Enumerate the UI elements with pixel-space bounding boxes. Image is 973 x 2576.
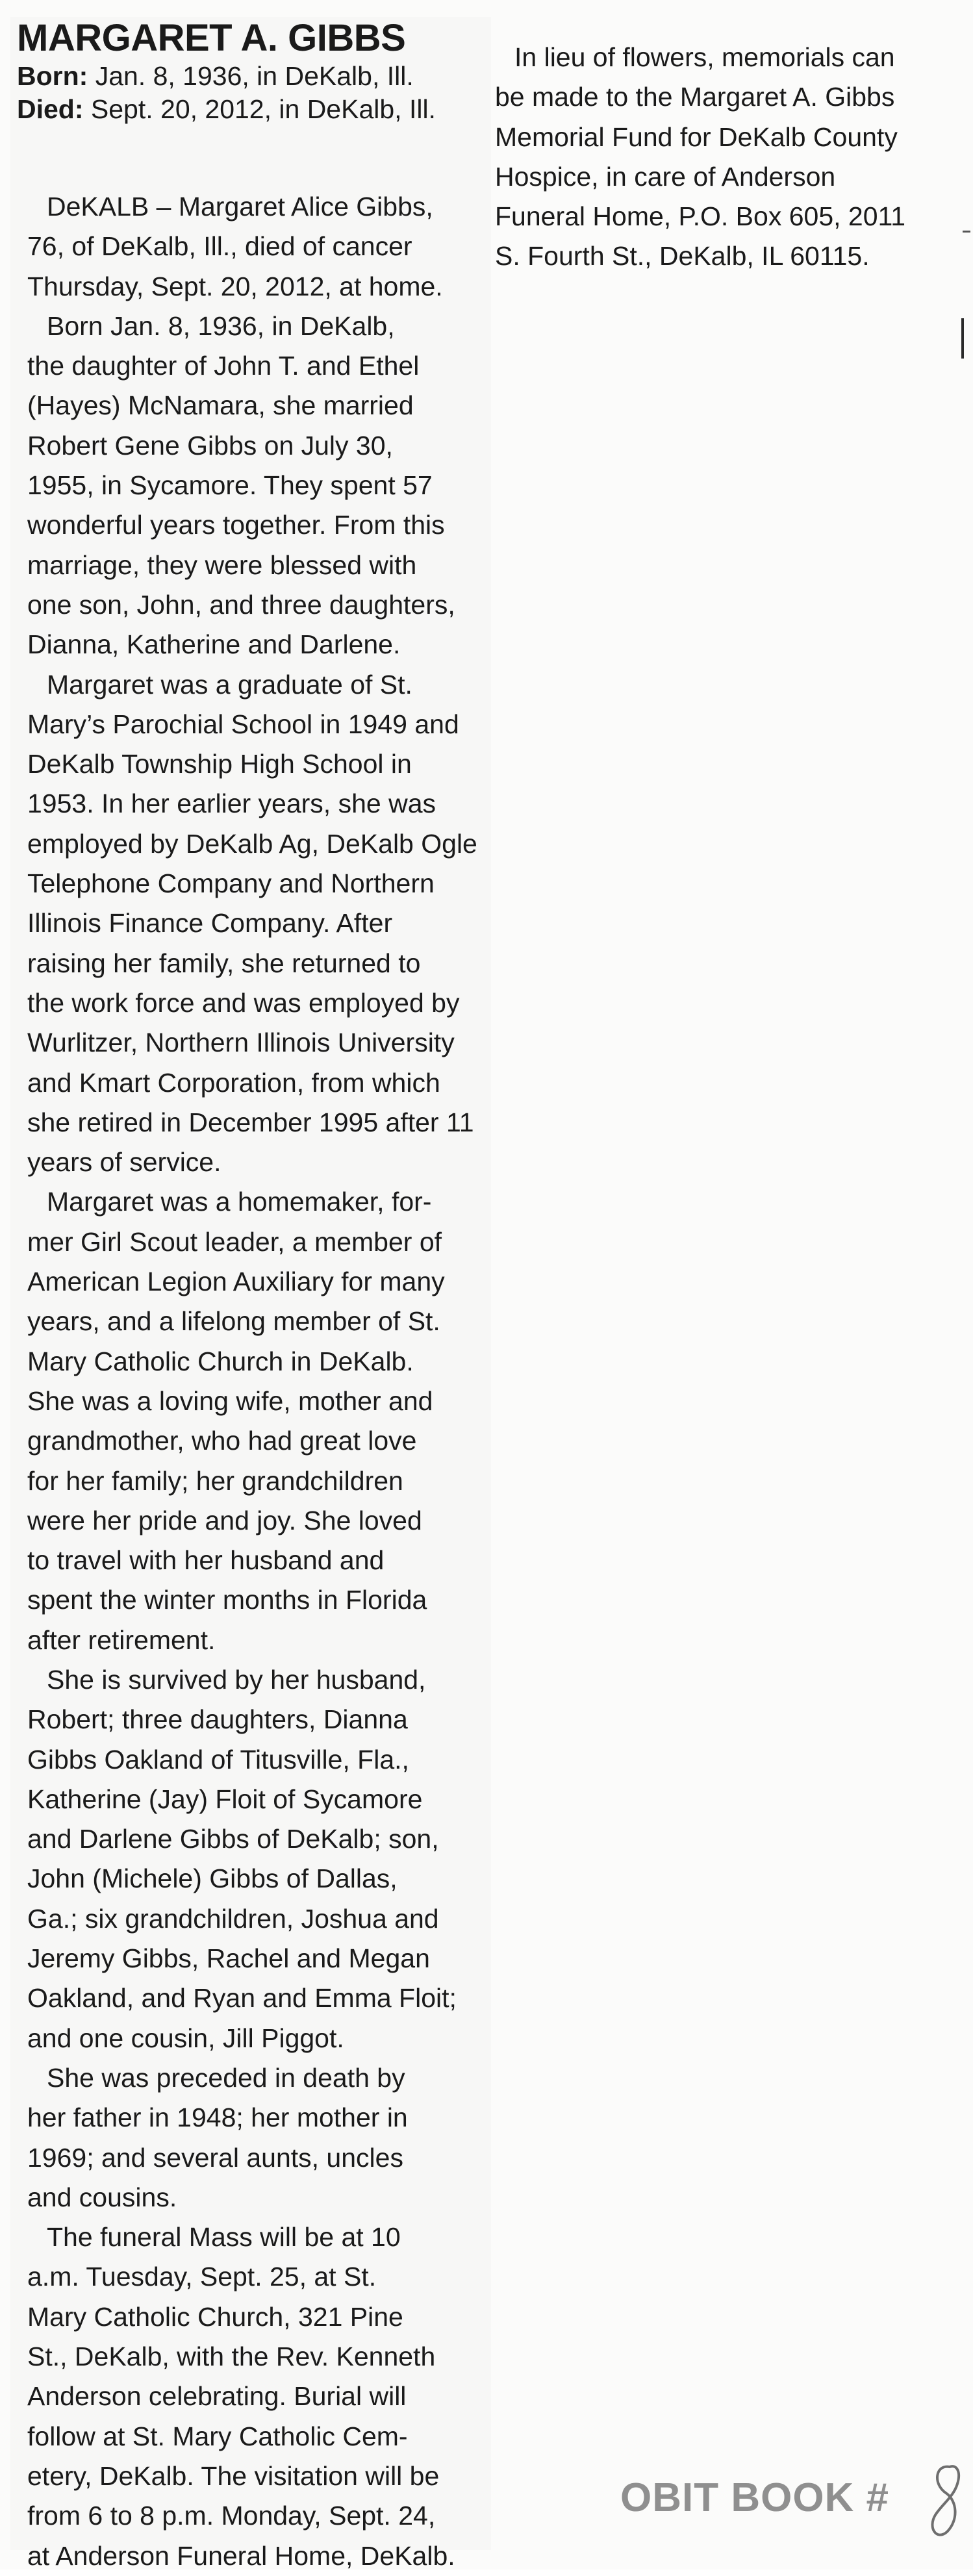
left-line: She was a loving wife, mother and: [27, 1385, 433, 1416]
left-line: (Hayes) McNamara, she married: [27, 390, 414, 421]
left-line: DeKALB – Margaret Alice Gibbs,: [47, 192, 433, 221]
left-line: Illinois Finance Company. After: [27, 908, 393, 939]
died-value: Sept. 20, 2012, in DeKalb, Ill.: [83, 94, 436, 124]
left-line: Wurlitzer, Northern Illinois University: [27, 1028, 455, 1058]
handwritten-number-8: [924, 2455, 969, 2546]
left-line: She is survived by her husband,: [47, 1664, 426, 1695]
left-line: 1953. In her earlier years, she was: [27, 789, 436, 819]
left-line: Thursday, Sept. 20, 2012, at home.: [27, 271, 443, 301]
left-line: Ga.; six grandchildren, Joshua and: [27, 1903, 439, 1934]
left-line: raising her family, she returned to: [27, 948, 421, 978]
left-line: a.m. Tuesday, Sept. 25, at St.: [27, 2262, 377, 2292]
right-line: Memorial Fund for DeKalb County: [495, 121, 898, 152]
left-line: employed by DeKalb Ag, DeKalb Ogle: [27, 828, 477, 859]
left-line: wonderful years together. From this: [27, 510, 445, 540]
left-line: for her family; her grandchildren: [27, 1465, 403, 1496]
right-line: be made to the Margaret A. Gibbs: [495, 82, 895, 112]
left-line: spent the winter months in Florida: [27, 1585, 427, 1615]
left-line: and Darlene Gibbs of DeKalb; son,: [27, 1824, 439, 1854]
left-line: the daughter of John T. and Ethel: [27, 351, 420, 381]
right-line: Hospice, in care of Anderson: [495, 161, 836, 192]
left-line: Margaret was a homemaker, for-: [47, 1187, 432, 1217]
left-line: Robert Gene Gibbs on July 30,: [27, 430, 393, 461]
right-line: In lieu of flowers, memorials can: [514, 42, 895, 72]
left-line: 76, of DeKalb, Ill., died of cancer: [27, 231, 412, 262]
left-line: follow at St. Mary Catholic Cem-: [27, 2421, 408, 2451]
left-line: American Legion Auxiliary for many: [27, 1267, 445, 1297]
left-line: The funeral Mass will be at 10: [47, 2222, 401, 2253]
left-line: Mary Catholic Church, 321 Pine: [27, 2301, 403, 2332]
left-line: her father in 1948; her mother in: [27, 2102, 408, 2133]
left-line: from 6 to 8 p.m. Monday, Sept. 24,: [27, 2501, 436, 2531]
left-line: She was preceded in death by: [47, 2062, 405, 2093]
left-line: and one cousin, Jill Piggot.: [27, 2023, 344, 2053]
left-line: at Anderson Funeral Home, DeKalb.: [27, 2540, 455, 2571]
left-line: Oakland, and Ryan and Emma Floit;: [27, 1983, 457, 2014]
left-line: Anderson celebrating. Burial will: [27, 2381, 407, 2412]
left-line: one son, John, and three daughters,: [27, 589, 455, 620]
left-line: Mary Catholic Church in DeKalb.: [27, 1346, 414, 1376]
left-line: DeKalb Township High School in: [27, 749, 412, 779]
right-line: S. Fourth St., DeKalb, IL 60115.: [495, 241, 870, 271]
left-line: Telephone Company and Northern: [27, 868, 435, 899]
left-line: Jeremy Gibbs, Rachel and Megan: [27, 1943, 430, 1974]
left-line: 1955, in Sycamore. They spent 57: [27, 470, 433, 501]
left-line: Dianna, Katherine and Darlene.: [27, 629, 401, 660]
left-line: Mary’s Parochial School in 1949 and: [27, 709, 459, 739]
left-line: grandmother, who had great love: [27, 1426, 417, 1456]
left-line: were her pride and joy. She loved: [27, 1505, 422, 1535]
born-label: Born:: [17, 61, 88, 91]
scan-edge-mark: [961, 318, 964, 359]
obit-book-stamp: OBIT BOOK #: [620, 2475, 890, 2520]
left-line: marriage, they were blessed with: [27, 549, 417, 580]
left-line: St., DeKalb, with the Rev. Kenneth: [27, 2342, 436, 2372]
left-line: years of service.: [27, 1147, 221, 1178]
left-line: Born Jan. 8, 1936, in DeKalb,: [47, 310, 395, 341]
born-value: Jan. 8, 1936, in DeKalb, Ill.: [88, 61, 414, 91]
left-line: Robert; three daughters, Dianna: [27, 1704, 408, 1735]
left-line: years, and a lifelong member of St.: [27, 1306, 440, 1337]
left-line: etery, DeKalb. The visitation will be: [27, 2460, 440, 2491]
died-line: [17, 93, 436, 126]
obituary-body-text: [27, 187, 477, 2576]
left-line: she retired in December 1995 after 11: [27, 1107, 474, 1137]
right-line: Funeral Home, P.O. Box 605, 2011: [495, 201, 906, 232]
left-line: and Kmart Corporation, from which: [27, 1067, 440, 1098]
left-line: 1969; and several aunts, uncles: [27, 2142, 403, 2173]
memorial-paragraph: [495, 38, 905, 277]
left-line: mer Girl Scout leader, a member of: [27, 1226, 442, 1257]
left-line: Katherine (Jay) Floit of Sycamore: [27, 1784, 423, 1814]
scan-edge-mark: [963, 231, 970, 233]
left-line: to travel with her husband and: [27, 1545, 385, 1576]
left-line: John (Michele) Gibbs of Dallas,: [27, 1863, 398, 1894]
obituary-name-headline: MARGARET A. GIBBS: [17, 17, 406, 59]
left-line: and cousins.: [27, 2182, 177, 2212]
left-line: Gibbs Oakland of Titusville, Fla.,: [27, 1744, 409, 1774]
died-label: Died:: [17, 94, 84, 124]
obituary-left-column: [10, 17, 491, 2571]
left-line: after retirement.: [27, 1624, 216, 1655]
born-line: [17, 60, 436, 93]
left-line: the work force and was employed by: [27, 987, 460, 1018]
left-line: Margaret was a graduate of St.: [47, 669, 412, 700]
